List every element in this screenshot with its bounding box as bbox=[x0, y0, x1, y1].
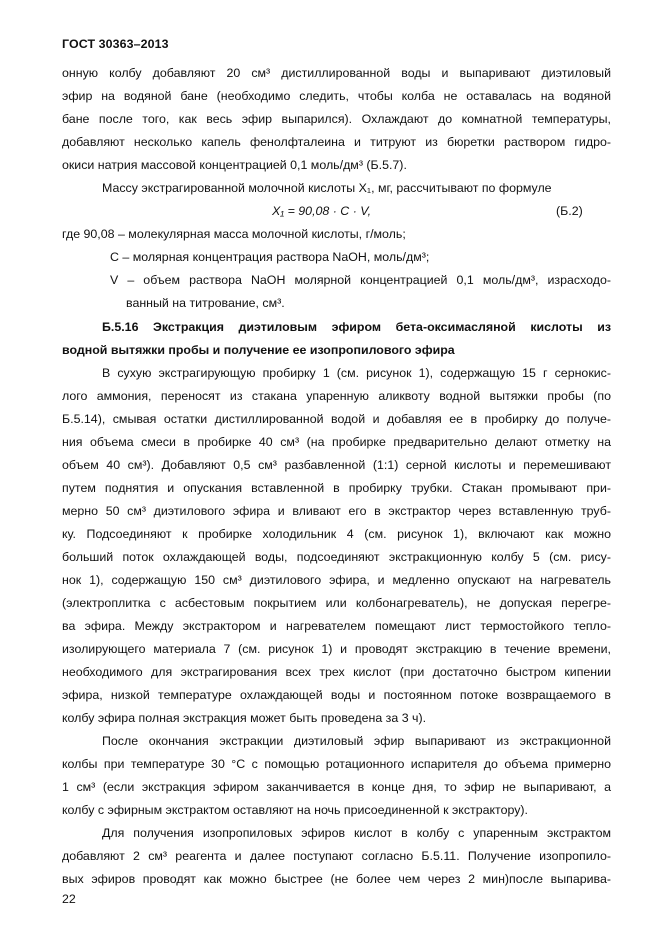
text-line: колбу эфира полная экстракция может быть проведена за 3 ч). bbox=[62, 711, 427, 725]
page-number: 22 bbox=[62, 892, 76, 906]
text-line: лого аммония, переносят из стакана упаренную аликвоту водной вытяжки пробы (по bbox=[62, 389, 611, 403]
text-line: ку. Подсоединяют к пробирке холодильник 4 (см. рисунок 1), включают как можно bbox=[62, 527, 611, 541]
section-heading: Б.5.16 Экстракция диэтиловым эфиром бета-оксимасляной кислоты из bbox=[102, 320, 611, 334]
text-line: ния объема смеси в пробирке 40 см³ (на пробирке предварительно делают отметку на bbox=[62, 435, 611, 449]
text-line: (электроплитка с асбестовым покрытием или колбонагреватель), не допуская перегре- bbox=[62, 596, 611, 610]
formula-number: (Б.2) bbox=[556, 204, 583, 218]
text-line: бане после того, как весь эфир выпарился). Охлаждают до комнатной температуры, bbox=[62, 112, 611, 126]
text-line: вых эфиров проводят как можно быстрее (не более чем через 2 мин)после выпарива- bbox=[62, 872, 611, 886]
text-line: где 90,08 – молекулярная масса молочной кислоты, г/моль; bbox=[62, 227, 406, 241]
text-line: эфира, низкой температуре охлаждающей воды и постоянном потоке возвращаемого в bbox=[62, 688, 611, 702]
text-line: необходимого для экстрагирования всех трех кислот (при достаточно быстром кипении bbox=[62, 665, 611, 679]
text-line: изолирующего материала 7 (см. рисунок 1) и проводят экстракцию в течение времени, bbox=[62, 642, 611, 656]
section-heading: водной вытяжки пробы и получение ее изопропилового эфира bbox=[62, 343, 455, 357]
text-line: ванный на титрование, см³. bbox=[126, 296, 285, 310]
text-line: онную колбу добавляют 20 см³ дистиллированной воды и выпаривают диэтиловый bbox=[62, 66, 611, 80]
text-line: Массу экстрагированной молочной кислоты X₁, мг, рассчитывают по формуле bbox=[102, 181, 552, 195]
text-line: нок 1), содержащую 150 см³ диэтилового эфира, и медленно опускают на нагреватель bbox=[62, 573, 611, 587]
text-line: добавляют несколько капель фенолфталеина и титруют из бюретки раствором гидро- bbox=[62, 135, 611, 149]
text-line: мерно 50 см³ диэтилового эфира и вливают его в экстрактор через вставленную труб- bbox=[62, 504, 611, 518]
formula: X₁ = 90,08 · C · V, bbox=[272, 204, 372, 218]
text-line: 1 см³ (если экстракция эфиром заканчивается в конце дня, то эфир не выпаривают, а bbox=[62, 780, 611, 794]
text-line: колбы при температуре 30 °С с помощью ротационного испарителя до объема примерно bbox=[62, 757, 611, 771]
text-line: добавляют 2 см³ реагента и далее поступают согласно Б.5.11. Получение изопропило- bbox=[62, 849, 611, 863]
text-line: путем поднятия и опускания вставленной в пробирку трубки. Стакан промывают при- bbox=[62, 481, 611, 495]
text-line: В сухую экстрагирующую пробирку 1 (см. рисунок 1), содержащую 15 г сернокис- bbox=[102, 366, 611, 380]
text-line: колбу с эфирным экстрактом оставляют на ночь присоединенной к экстрактору). bbox=[62, 803, 529, 817]
document-header: ГОСТ 30363–2013 bbox=[62, 37, 169, 51]
text-line: эфир на водяной бане (необходимо следить, чтобы колба не оставалась на водяной bbox=[62, 89, 611, 103]
text-line: Б.5.14), смывая остатки дистиллированной водой и добавляя ее в пробирку до получе- bbox=[62, 412, 611, 426]
text-line: Для получения изопропиловых эфиров кислот в колбу с упаренным экстрактом bbox=[102, 826, 611, 840]
text-line: После окончания экстракции диэтиловый эфир выпаривают из экстракционной bbox=[102, 734, 611, 748]
text-line: объем 40 см³). Добавляют 0,5 см³ разбавленной (1:1) серной кислоты и перемешивают bbox=[62, 458, 611, 472]
text-line: V – объем раствора NaOH молярной концентрацией 0,1 моль/дм³, израсходо- bbox=[110, 273, 611, 287]
text-line: больший поток охлаждающей воды, подсоединяют экстракционную колбу 5 (см. рису- bbox=[62, 550, 611, 564]
text-line: окиси натрия массовой концентрацией 0,1 моль/дм³ (Б.5.7). bbox=[62, 158, 407, 172]
text-line: ва эфира. Между экстрактором и нагревателем помещают лист термостойкого тепло- bbox=[62, 619, 611, 633]
text-line: C – молярная концентрация раствора NaOH, моль/дм³; bbox=[110, 250, 430, 264]
